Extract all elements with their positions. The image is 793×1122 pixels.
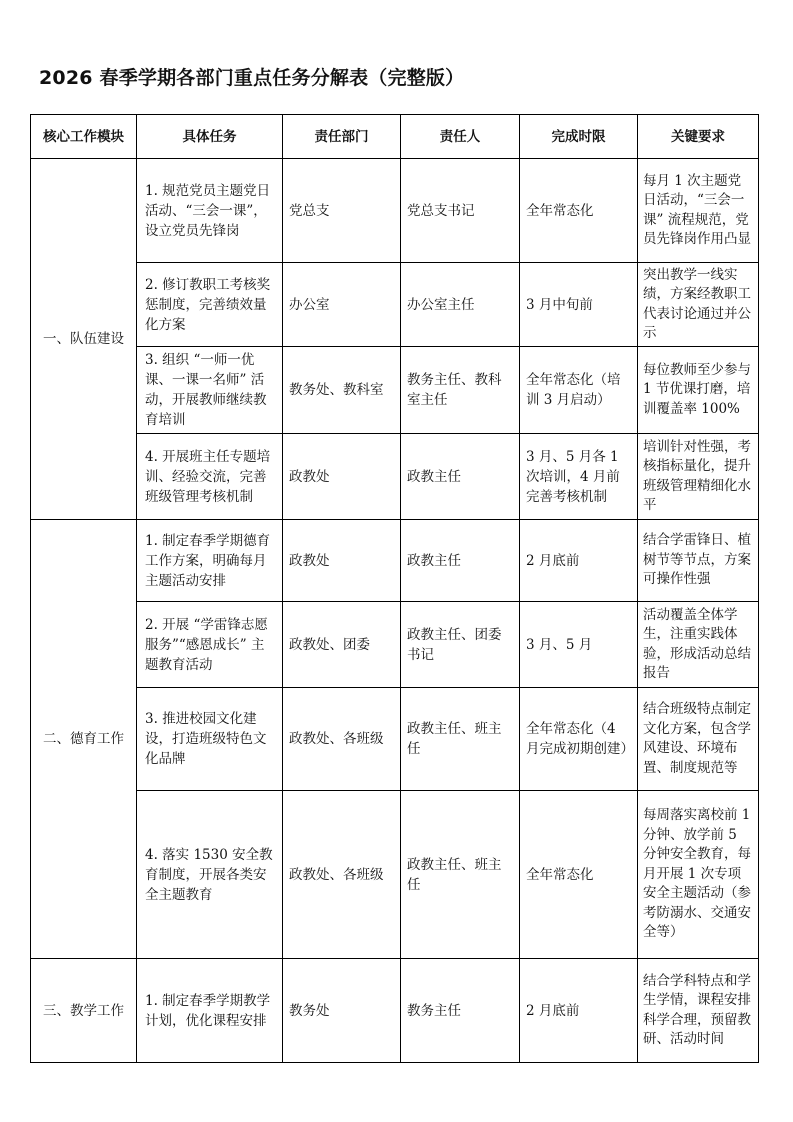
module-cell: 一、队伍建设	[31, 159, 137, 520]
dept-cell: 政教处	[283, 520, 401, 602]
header-person: 责任人	[401, 115, 520, 159]
dept-cell: 教务处、教科室	[283, 347, 401, 434]
dept-cell: 政教处、各班级	[283, 791, 401, 959]
person-cell: 办公室主任	[401, 263, 520, 347]
task-cell: 2. 开展 “学雷锋志愿服务”“感恩成长” 主题教育活动	[137, 602, 283, 688]
dept-cell: 教务处	[283, 959, 401, 1063]
person-cell: 政教主任、团委书记	[401, 602, 520, 688]
table-row	[31, 434, 759, 520]
person-cell: 教务主任	[401, 959, 520, 1063]
deadline-cell: 3 月、5 月	[520, 602, 638, 688]
deadline-cell: 全年常态化（4 月完成初期创建）	[520, 688, 638, 791]
deadline-cell: 3 月、5 月各 1 次培训，4 月前完善考核机制	[520, 434, 638, 520]
deadline-cell: 3 月中旬前	[520, 263, 638, 347]
page-title: 2026 春季学期各部门重点任务分解表（完整版）	[39, 67, 465, 89]
header-deadline: 完成时限	[520, 115, 638, 159]
table-row	[31, 159, 759, 263]
person-cell: 政教主任	[401, 520, 520, 602]
person-cell: 教务主任、教科室主任	[401, 347, 520, 434]
deadline-cell: 2 月底前	[520, 520, 638, 602]
task-cell: 1. 规范党员主题党日活动、“三会一课”，设立党员先锋岗	[137, 159, 283, 263]
table-row	[31, 347, 759, 434]
task-cell: 3. 组织 “一师一优课、一课一名师” 活动，开展教师继续教育培训	[137, 347, 283, 434]
person-cell: 党总支书记	[401, 159, 520, 263]
task-cell: 1. 制定春季学期教学计划，优化课程安排	[137, 959, 283, 1063]
requirement-cell: 结合班级特点制定文化方案，包含学风建设、环境布置、制度规范等	[638, 688, 759, 791]
requirement-cell: 结合学雷锋日、植树节等节点，方案可操作性强	[638, 520, 759, 602]
task-cell: 4. 落实 1530 安全教育制度，开展各类安全主题教育	[137, 791, 283, 959]
module-cell: 三、教学工作	[31, 959, 137, 1063]
table-row	[31, 688, 759, 791]
table-row	[31, 791, 759, 959]
requirement-cell: 每周落实离校前 1 分钟、放学前 5 分钟安全教育，每月开展 1 次专项安全主题活动（参考防溺水、交通安全等）	[638, 791, 759, 959]
requirement-cell: 培训针对性强，考核指标量化，提升班级管理精细化水平	[638, 434, 759, 520]
requirement-cell: 活动覆盖全体学生，注重实践体验，形成活动总结报告	[638, 602, 759, 688]
person-cell: 政教主任	[401, 434, 520, 520]
deadline-cell: 2 月底前	[520, 959, 638, 1063]
header-task: 具体任务	[137, 115, 283, 159]
requirement-cell: 每月 1 次主题党日活动，“三会一课” 流程规范，党员先锋岗作用凸显	[638, 159, 759, 263]
table-row	[31, 520, 759, 602]
requirement-cell: 结合学科特点和学生学情，课程安排科学合理，预留教研、活动时间	[638, 959, 759, 1063]
deadline-cell: 全年常态化（培训 3 月启动）	[520, 347, 638, 434]
header-row	[31, 115, 759, 159]
deadline-cell: 全年常态化	[520, 791, 638, 959]
requirement-cell: 突出教学一线实绩，方案经教职工代表讨论通过并公示	[638, 263, 759, 347]
task-cell: 1. 制定春季学期德育工作方案，明确每月主题活动安排	[137, 520, 283, 602]
task-cell: 3. 推进校园文化建设，打造班级特色文化品牌	[137, 688, 283, 791]
person-cell: 政教主任、班主任	[401, 688, 520, 791]
dept-cell: 办公室	[283, 263, 401, 347]
dept-cell: 政教处、各班级	[283, 688, 401, 791]
dept-cell: 党总支	[283, 159, 401, 263]
table-row	[31, 959, 759, 1063]
requirement-cell: 每位教师至少参与 1 节优课打磨，培训覆盖率 100%	[638, 347, 759, 434]
header-dept: 责任部门	[283, 115, 401, 159]
header-requirement: 关键要求	[638, 115, 759, 159]
task-table	[30, 114, 759, 1063]
person-cell: 政教主任、班主任	[401, 791, 520, 959]
task-cell: 2. 修订教职工考核奖惩制度，完善绩效量化方案	[137, 263, 283, 347]
dept-cell: 政教处、团委	[283, 602, 401, 688]
module-cell: 二、德育工作	[31, 520, 137, 959]
task-cell: 4. 开展班主任专题培训、经验交流，完善班级管理考核机制	[137, 434, 283, 520]
table-row	[31, 263, 759, 347]
header-module: 核心工作模块	[31, 115, 137, 159]
table-row	[31, 602, 759, 688]
deadline-cell: 全年常态化	[520, 159, 638, 263]
dept-cell: 政教处	[283, 434, 401, 520]
